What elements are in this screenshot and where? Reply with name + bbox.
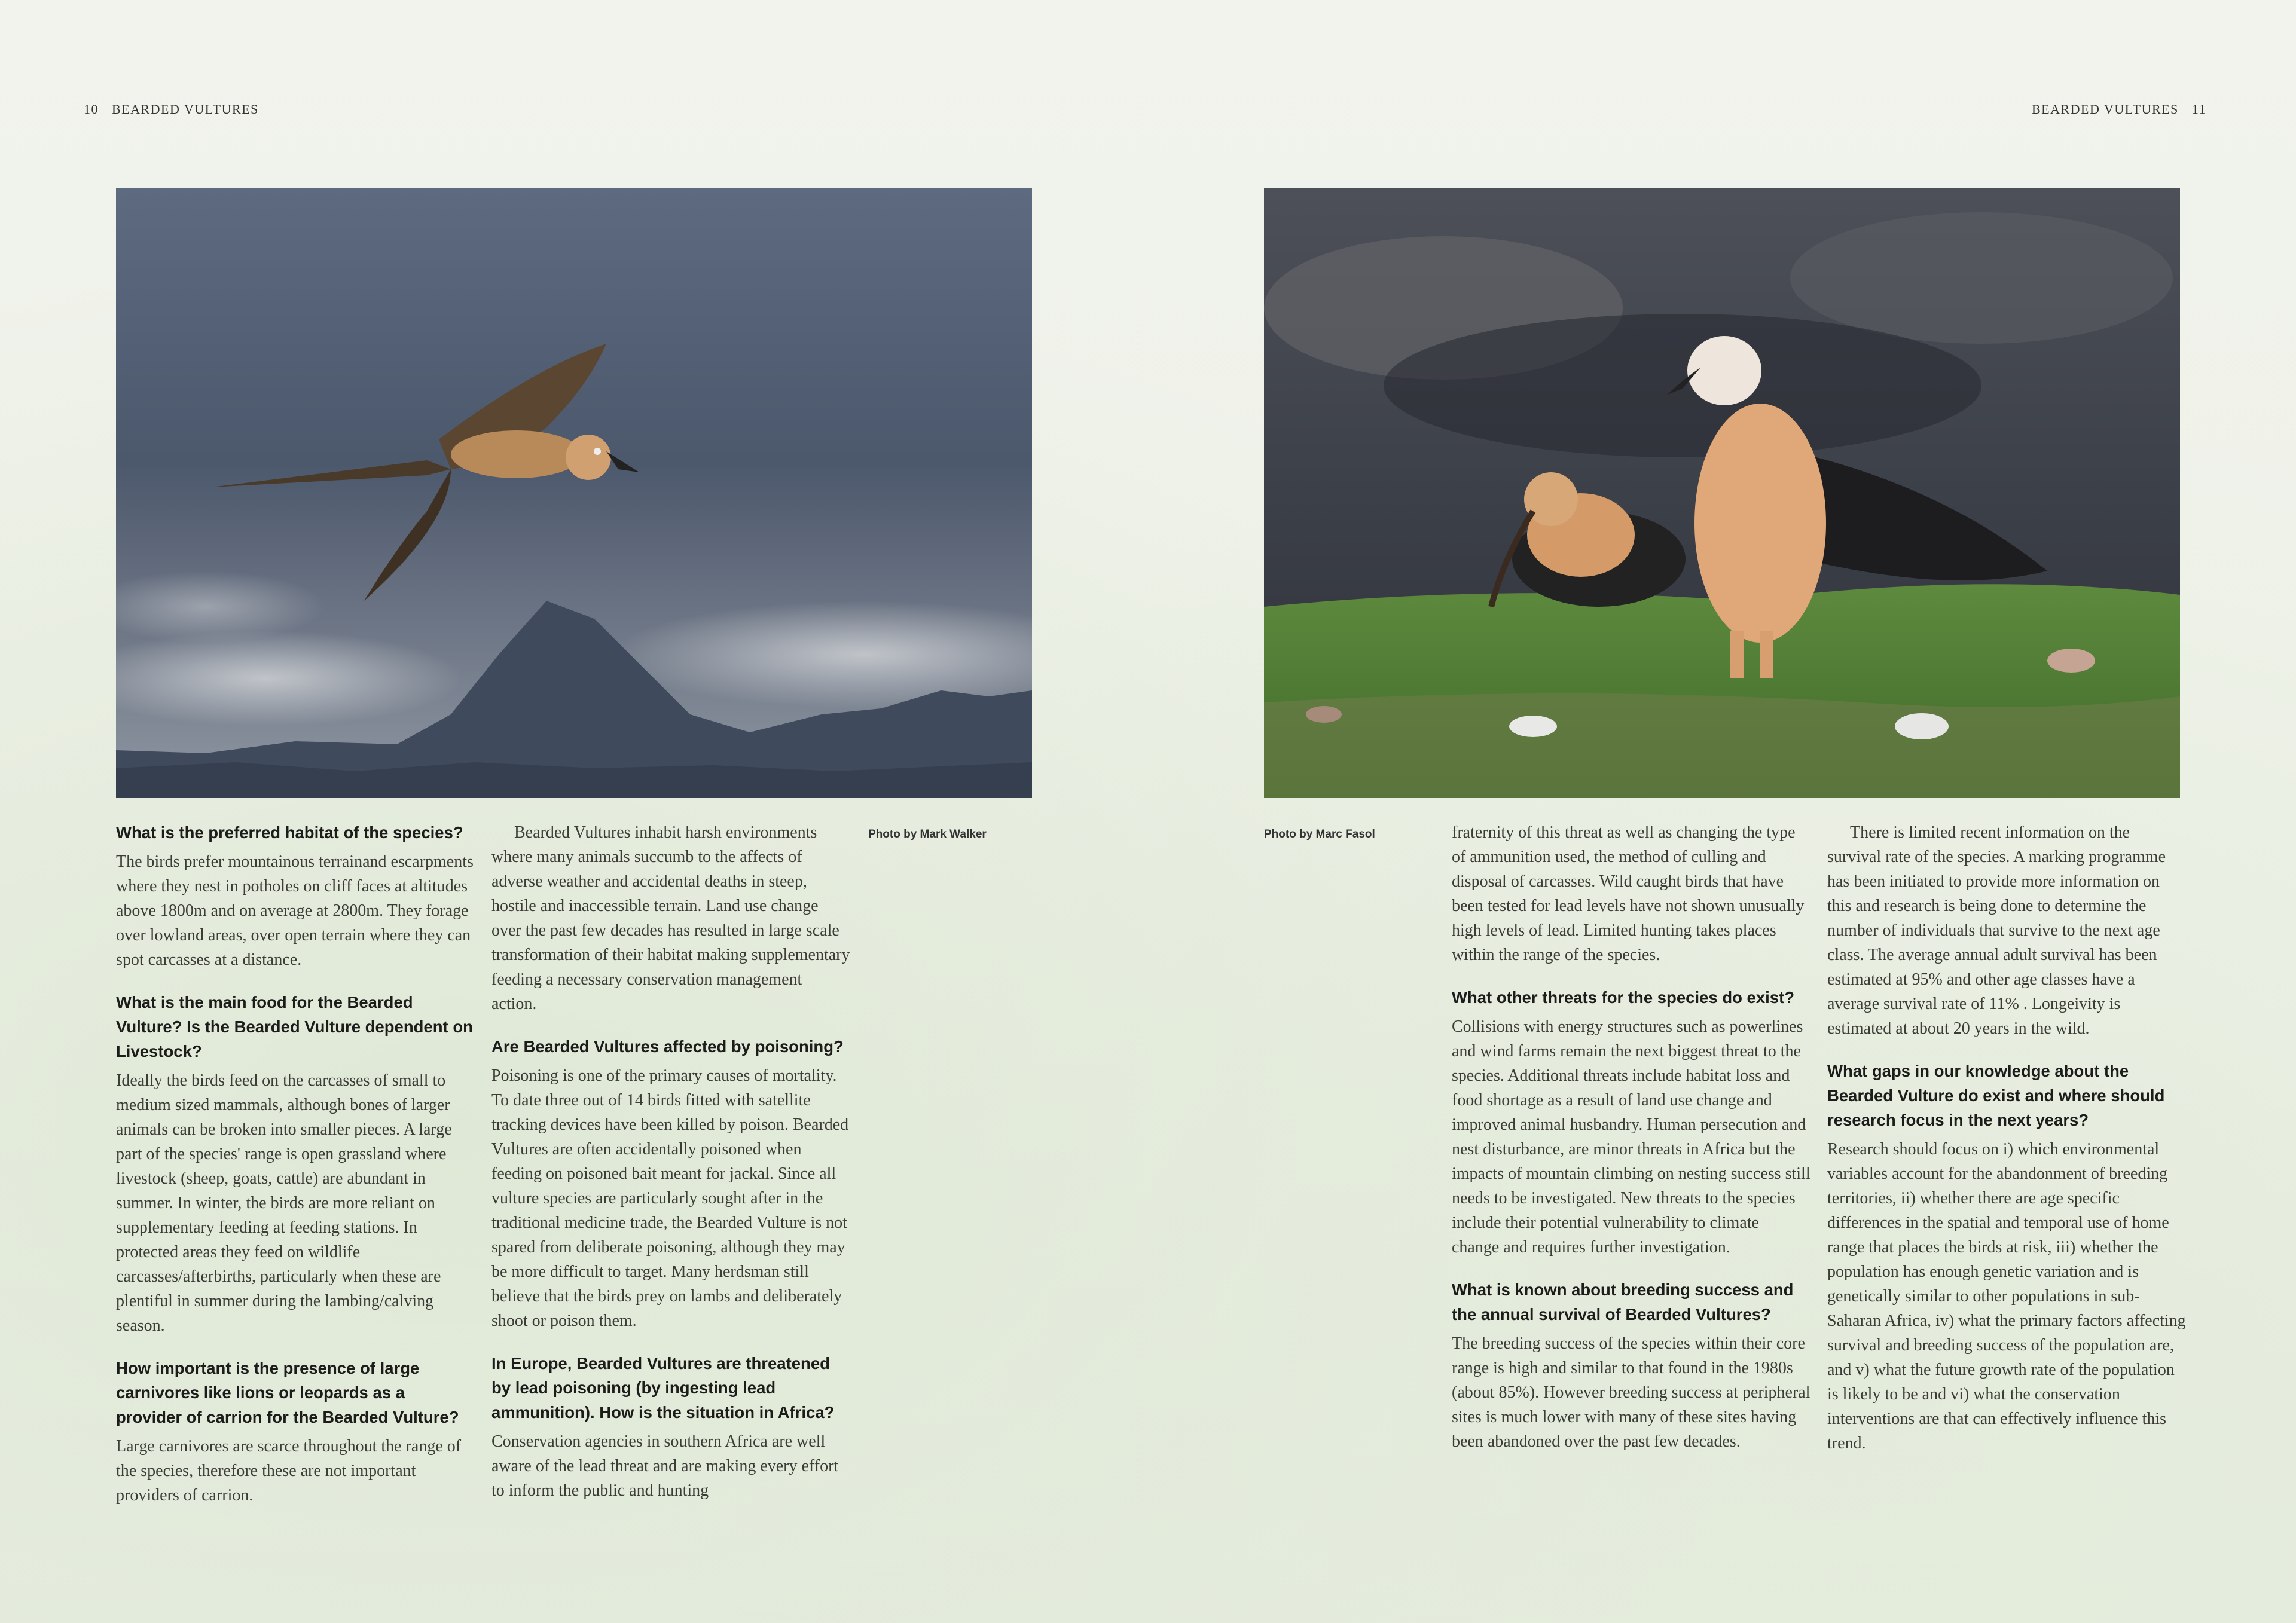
text-column-4	[1827, 820, 2186, 1474]
answer-paragraph: fraternity of this threat as well as changing the type of ammunition used, the method of culling and disposal of carcasses. Wild caught birds that have been tested for lead levels have not shown unusually high levels of lead. Limited hunting takes places within the range of the species.	[1452, 823, 1805, 964]
photo-credit-right: Photo by Marc Fasol	[1264, 828, 1375, 840]
text-column-2	[491, 820, 850, 1521]
photo-vultures-on-grass	[1264, 188, 2180, 798]
running-head-right	[2032, 102, 2206, 117]
question-heading: What is the preferred habitat of the species?	[116, 823, 463, 842]
answer-paragraph: There is limited recent information on the survival rate of the species. A marking programme has been initiated to provide more information on this and research is being done to determine the number of individuals that survive to the next age class. The average annual adult survival has been estimated at 95% and other age classes have a average survival rate of 11% . Longeivity is estimated at about 20 years in the wild.	[1827, 823, 2166, 1038]
page-number-right: 11	[2191, 102, 2206, 117]
answer-paragraph: Research should focus on i) which environmental variables account for the abandonment of breeding territories, ii) whether there are age specific differences in the spatial and temporal use of home range that places the birds at risk, iii) whether the population has enough genetic variation and is genetically similar to other populations in sub-Saharan Africa, iv) what the primary factors affecting survival and breeding success of the population are, and v) what the future growth rate of the population is likely to be and vi) what the conservation interventions are that can effectively influence this trend.	[1827, 1140, 2186, 1453]
question-heading: What gaps in our knowledge about the Bearded Vulture do exist and where should research focus in the next years?	[1827, 1062, 2165, 1129]
text-column-1	[116, 820, 475, 1526]
answer-paragraph: The breeding success of the species within their core range is high and similar to that found in the 1980s (about 85%). However breeding success at peripheral sites is much lower with many of these sites having been abandoned over the past few decades.	[1452, 1334, 1810, 1451]
page-number-left: 10	[84, 102, 99, 117]
running-title-left: BEARDED VULTURES	[112, 102, 259, 117]
answer-paragraph: Conservation agencies in southern Africa are well aware of the lead threat and are making every effort to inform the public and hunting	[491, 1432, 839, 1500]
photo-vulture-in-flight	[116, 188, 1032, 798]
question-heading: Are Bearded Vultures affected by poisoning?	[491, 1037, 844, 1056]
question-heading: In Europe, Bearded Vultures are threatened by lead poisoning (by ingesting lead ammunition). How is the situation in Africa?	[491, 1354, 835, 1422]
answer-paragraph: Collisions with energy structures such as powerlines and wind farms remain the next biggest threat to the species. Additional threats include habitat loss and food shortage as a result of land use change and improved animal husbandry. Human persecution and nest disturbance, are minor threats in Africa but the impacts of mountain climbing on nesting success still needs to be investigated. New threats to the species include their potential vulnerability to climate change and requires further investigation.	[1452, 1017, 1810, 1257]
text-column-3	[1452, 820, 1810, 1472]
running-head-left	[84, 102, 259, 117]
answer-paragraph: Bearded Vultures inhabit harsh environments where many animals succumb to the affects of adverse weather and accidental deaths in steep, hostile and inaccessible terrain. Land use change over the past few decades has resulted in large scale transformation of their habitat making supplementary feeding a necessary conservation management action.	[491, 823, 850, 1013]
question-heading: What is the main food for the Bearded Vulture? Is the Bearded Vulture dependent on Livestock?	[116, 993, 473, 1060]
running-title-right: BEARDED VULTURES	[2031, 102, 2179, 117]
answer-paragraph: Large carnivores are scarce throughout the range of the species, therefore these are not important providers of carrion.	[116, 1437, 462, 1505]
answer-paragraph: Ideally the birds feed on the carcasses of small to medium sized mammals, although bones of larger animals can be broken into smaller pieces. A large part of the species' range is open grassland where livestock (sheep, goats, cattle) are abundant in summer. In winter, the birds are more reliant on supplementary feeding at feeding stations. In protected areas they feed on wildlife carcasses/afterbirths, particularly when these are plentiful in summer during the lambing/calving season.	[116, 1071, 452, 1335]
question-heading: How important is the presence of large carnivores like lions or leopards as a provider of carrion for the Bearded Vulture?	[116, 1359, 459, 1426]
question-heading: What other threats for the species do exist?	[1452, 988, 1795, 1007]
question-heading: What is known about breeding success and the annual survival of Bearded Vultures?	[1452, 1280, 1794, 1324]
photo-credit-left: Photo by Mark Walker	[868, 828, 987, 840]
answer-paragraph: Poisoning is one of the primary causes of mortality. To date three out of 14 birds fitted with satellite tracking devices have been killed by poison. Bearded Vultures are often accidentally poisoned when feeding on poisoned bait meant for jackal. Since all vulture species are particularly sought after in the traditional medicine trade, the Bearded Vulture is not spared from deliberate poisoning, although they may be more difficult to target. Many herdsman still believe that the birds prey on lambs and deliberately shoot or poison them.	[491, 1066, 849, 1330]
answer-paragraph: The birds prefer mountainous terrainand escarpments where they nest in potholes on cliff faces at altitudes above 1800m and on average at 2800m. They forage over lowland areas, over open terrain where they can spot carcasses at a distance.	[116, 852, 474, 969]
